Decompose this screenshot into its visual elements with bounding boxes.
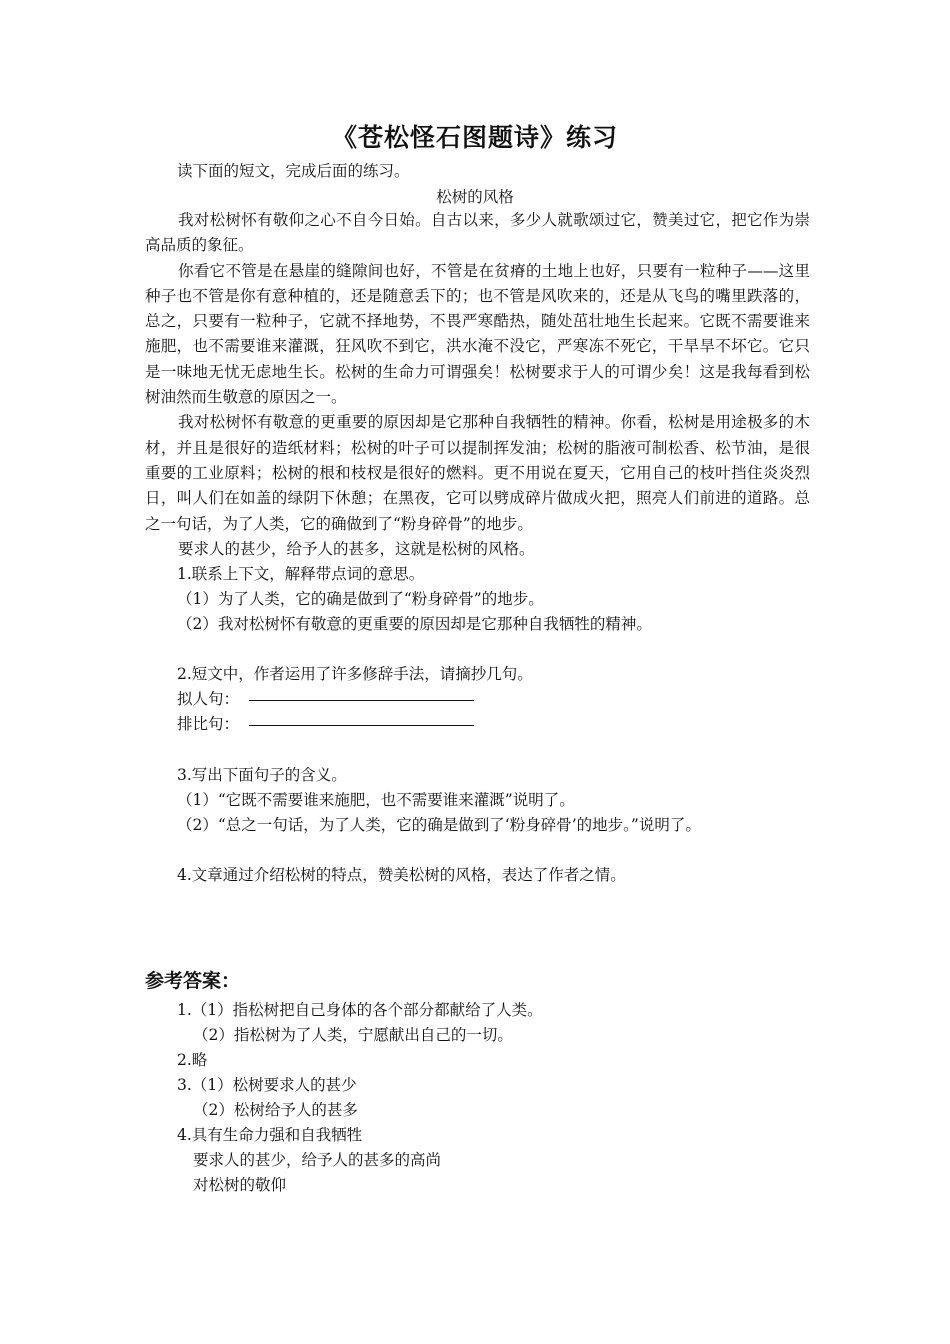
answer-line: 4.具有生命力强和自我牺牲	[177, 1126, 363, 1144]
page-title: 《苍松怪石图题诗》练习	[331, 123, 618, 152]
question-4: 4.文章通过介绍松树的特点，赞美松树的风格，表达了作者之情。	[177, 866, 626, 884]
instruction-text: 读下面的短文，完成后面的练习。	[177, 162, 410, 180]
answer-line: 3.（1）松树要求人的甚少	[177, 1076, 357, 1094]
parallelism-row	[177, 712, 474, 737]
answer-line: 要求人的甚少，给予人的甚多的高尚	[193, 1151, 442, 1169]
essay-paragraph: 要求人的甚少，给予人的甚多，这就是松树的风格。	[178, 539, 535, 558]
essay-paragraph: 我对松树怀有敬仰之心不自今日始。自古以来，多少人就歌颂过它，赞美过它，把它作为崇高品质的象征。	[145, 211, 810, 255]
answer-line: 1.（1）指松树把自己身体的各个部分都献给了人类。	[177, 1001, 543, 1019]
parallelism-label: 排比句：	[177, 715, 240, 733]
question-1-item-1: （1）为了人类，它的确是做到了“粉身碎骨”的地步。	[177, 590, 544, 608]
essay-paragraph: 我对松树怀有敬意的更重要的原因却是它那种自我牺牲的精神。你看，松树是用途极多的木材，并且是很好的造纸材料；松树的叶子可以提制挥发油；松树的脂液可制松香、松节油，是很重要的工业原料；松树的根和枝杈是很好的燃料。更不用说在夏天，它用自己的枝叶挡住炎炎烈日，叫人们在如盖的绿阴下休憩；在黑夜，它可以劈成碎片做成火把，照亮人们前进的道路。总之一句话，为了人类，它的确做到了“粉身碎骨”的地步。	[145, 413, 810, 533]
question-2: 2.短文中，作者运用了许多修辞手法，请摘抄几句。	[177, 665, 533, 683]
essay-title: 松树的风格	[436, 188, 514, 206]
personification-row	[177, 687, 474, 712]
question-1: 1.联系上下文，解释带点词的意思。	[177, 565, 425, 583]
essay-body	[145, 208, 810, 562]
question-3-item-2: （2）“总之一句话，为了人类，它的确是做到了‘粉身碎骨’的地步。”说明了。	[177, 816, 701, 834]
answers-heading: 参考答案：	[145, 970, 241, 992]
personification-label: 拟人句：	[177, 690, 240, 708]
question-1-item-2: （2）我对松树怀有敬意的更重要的原因却是它那种自我牺牲的精神。	[177, 615, 652, 633]
question-3-item-1: （1）“它既不需要谁来施肥，也不需要谁来灌溉”说明了。	[177, 791, 575, 809]
essay-paragraph: 你看它不管是在悬崖的缝隙间也好，不管是在贫瘠的土地上也好，只要有一粒种子——这里种子也不管是你有意种植的，还是随意丢下的；也不管是风吹来的，还是从飞鸟的嘴里跌落的，总之，只要有一粒种子，它就不择地势，不畏严寒酷热，随处茁壮地生长起来。它既不需要谁来施肥，也不需要谁来灌溉，狂风吹不到它，洪水淹不没它，严寒冻不死它，干旱旱不坏它。它只是一味地无忧无虑地生长。松树的生命力可谓强矣！松树要求于人的可谓少矣！这是我每看到松树油然而生敬意的原因之一。	[145, 261, 810, 407]
answer-line: 2.略	[177, 1051, 208, 1069]
answer-line: （2）指松树为了人类，宁愿献出自己的一切。	[193, 1026, 513, 1044]
answer-line: 对松树的敬仰	[193, 1176, 287, 1194]
answer-line: （2）松树给予人的甚多	[193, 1101, 358, 1119]
question-3: 3.写出下面句子的含义。	[177, 766, 347, 784]
answer-blank-line[interactable]	[249, 699, 474, 701]
answer-blank-line[interactable]	[249, 724, 474, 726]
